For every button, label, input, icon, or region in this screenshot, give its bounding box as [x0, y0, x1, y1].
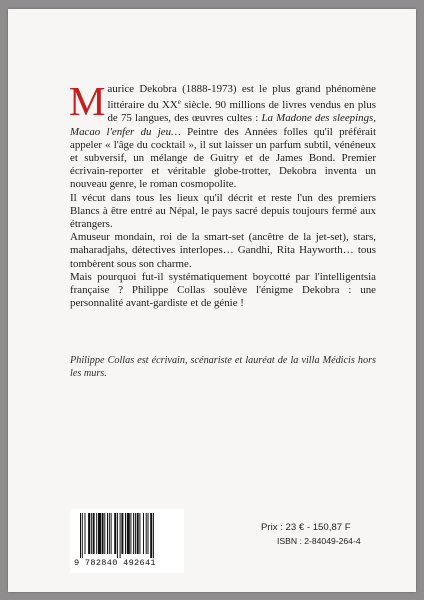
- barcode-bar: [109, 513, 110, 554]
- barcode-bar: [80, 513, 81, 558]
- barcode-number: 9 782840 492641: [74, 558, 156, 568]
- barcode-bar: [91, 513, 92, 554]
- isbn-label: ISBN : 2-84049-264-4: [277, 536, 361, 546]
- barcode-bar: [146, 513, 147, 554]
- blurb-text: [69, 78, 376, 310]
- barcode-bar: [96, 513, 97, 554]
- barcode-bar: [153, 513, 154, 558]
- barcode: [70, 509, 184, 573]
- price-label: Prix : 23 € - 150,87 F: [261, 522, 351, 533]
- blurb-paragraph-1: [69, 78, 376, 192]
- barcode-bar: [130, 513, 131, 554]
- barcode-bar: [135, 513, 136, 554]
- barcode-bar: [114, 513, 116, 554]
- barcode-bar: [133, 513, 134, 554]
- barcode-bar: [117, 513, 118, 558]
- barcode-bar: [102, 513, 104, 554]
- barcode-bar: [148, 513, 149, 554]
- barcode-bar: [111, 513, 112, 554]
- blurb-paragraph-2: Il vécut dans tous les lieux qu'il décrit et reste l'un des premiers Blancs à être entré au Népal, le pays sacré depuis toujours fermé aux étrangers.: [70, 191, 376, 231]
- barcode-bar: [107, 513, 108, 554]
- blurb-paragraph-4: Mais pourquoi fut-il systématiquement boycotté par l'intelligentsia française ? Philippe Collas soulève l'énigme Dekobra : une personnalité avant-gardiste et de génie !: [70, 270, 376, 310]
- barcode-bar: [143, 513, 144, 554]
- barcode-bar: [137, 513, 139, 554]
- back-cover: [8, 9, 416, 592]
- author-note: Philippe Collas est écrivain, scénariste et lauréat de la villa Médicis hors les murs.: [70, 355, 376, 380]
- barcode-bar: [93, 513, 95, 554]
- blurb-p1-tail: Peintre des Années folles qu'il préférait appeler « l'âge du cocktail », il sut laisser un parfum subtil, vénéneux et subversif, un mélange de Guitry et de James Bond. Premier écrivain-reporter et véritable globe-trotter, Dekobra inventa un nouveau genre, le roman cosmopolite.: [70, 125, 376, 191]
- century-superscript: e: [177, 98, 181, 107]
- barcode-bar: [104, 513, 105, 554]
- barcode-bar: [82, 513, 83, 558]
- barcode-bar: [139, 513, 140, 554]
- barcode-bar: [120, 513, 121, 558]
- cult-works-title: La Madone des sleepings, Macao l'enfer du jeu…: [70, 112, 376, 138]
- barcode-bar: [98, 513, 101, 554]
- blurb-p1-lead: aurice Dekobra (1888-1973) est le plus grand phénomène littéraire du XX: [107, 83, 376, 112]
- drop-cap: M: [69, 78, 106, 124]
- barcode-bar: [127, 513, 130, 554]
- barcode-bar: [125, 513, 126, 554]
- blurb-paragraph-3: Amuseur mondain, roi de la smart-set (ancêtre de la jet-set), stars, maharadjahs, détectives interlopes… Gandhi, Rita Hayworth… tous tombèrent sous son charme.: [70, 231, 376, 270]
- barcode-bars: [80, 513, 176, 558]
- blurb-p1-mid: siècle. 90 millions de livres vendus en plus de 75 langues, des œuvres cultes :: [107, 99, 376, 125]
- barcode-bar: [88, 513, 90, 554]
- barcode-bar: [121, 513, 123, 554]
- barcode-bar: [85, 513, 86, 554]
- barcode-bar: [150, 513, 152, 558]
